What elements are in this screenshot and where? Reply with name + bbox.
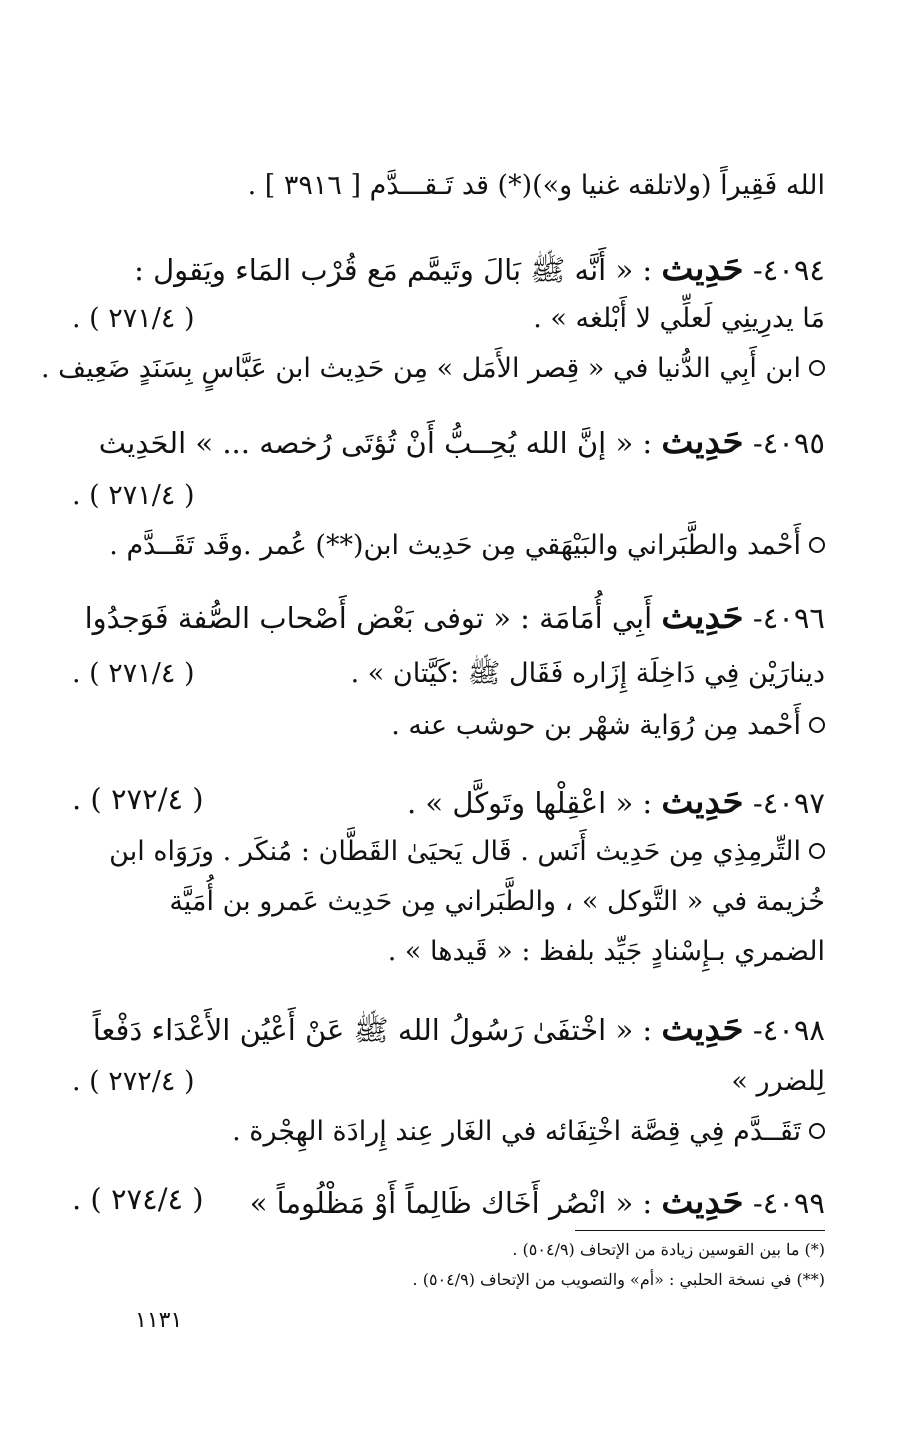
hadith-text: أَبِي أُمَامَة : « توفى بَعْض أَصْحاب الصُّفة فَوَجدُوا: [84, 601, 653, 635]
intro-line: الله فَقِيراً (ولاتلقه غنيا و»)(*) قد تَـقـــدَّم [ ٣٩١٦ ] .: [247, 170, 825, 201]
hadith-keyword: حَدِيث: [661, 1009, 744, 1049]
hadith-4095-note: [72, 532, 825, 559]
hadith-4098-heading: [72, 1009, 825, 1049]
hadith-4097-note-line3: [72, 938, 825, 965]
hadith-reference: ( ٢٧١/٤ ) .: [72, 303, 195, 334]
hadith-number: ٤٠٩٥-: [752, 426, 825, 460]
hadith-number: ٤٠٩٨-: [752, 1013, 825, 1047]
hadith-4096-line2: [72, 660, 825, 687]
note-circle-icon: [809, 1123, 825, 1139]
note-circle-icon: [809, 843, 825, 859]
note-text: تَقَــدَّم فِي قِصَّة اخْتِفَائه في الغَار عِند إِرادَة الهِجْرة .: [232, 1116, 801, 1147]
footnote-divider: [575, 1230, 825, 1231]
footnote-2: (**) في نسخة الحلبي : «أم» والتصويب من الإتحاف (٥٠٤/٩) .: [412, 1270, 825, 1289]
hadith-4094-heading: [72, 249, 825, 289]
hadith-4098-note: [72, 1118, 825, 1145]
hadith-keyword: حَدِيث: [661, 422, 744, 462]
note-text: ابن أَبِي الدُّنيا في « قِصر الأَمَل » مِن حَدِيث ابن عَبَّاسٍ بِسَنَدٍ ضَعِيف .: [41, 353, 801, 384]
hadith-number: ٤٠٩٧-: [752, 786, 825, 820]
hadith-4094-line2: [72, 305, 825, 332]
hadith-4098-line2: [72, 1068, 825, 1095]
hadith-number: ٤٠٩٤-: [752, 253, 825, 287]
hadith-keyword: حَدِيث: [661, 597, 744, 637]
hadith-4097-note-line1: [72, 838, 825, 865]
note-circle-icon: [809, 717, 825, 733]
hadith-text: : « اعْقِلْها وتَوكَّل » .: [406, 786, 653, 820]
footnote-1: (*) ما بين القوسين زيادة من الإتحاف (٥٠٤/٩) .: [512, 1240, 825, 1259]
note-text: التِّرمِذِي مِن حَدِيث أَنَس . قَال يَحيَىٰ القَطَّان : مُنكَر . ورَوَاه ابن: [109, 836, 801, 867]
hadith-4094-note: [41, 353, 825, 384]
hadith-reference: ( ٢٧١/٤ ) .: [72, 658, 195, 689]
hadith-4099-heading: [72, 1182, 825, 1222]
hadith-4095-heading: [72, 422, 825, 462]
hadith-number: ٤٠٩٦-: [752, 601, 825, 635]
hadith-text-cont: مَا يدرِينِي لَعلِّي لا أَبْلغه » .: [533, 303, 825, 334]
hadith-keyword: حَدِيث: [661, 249, 744, 289]
hadith-4096-heading: [72, 597, 825, 637]
hadith-keyword: حَدِيث: [661, 1182, 744, 1222]
hadith-reference: ( ٢٧٤/٤ ) .: [72, 1182, 204, 1216]
hadith-4096-note: [72, 712, 825, 739]
hadith-reference: ( ٢٧١/٤ ) .: [72, 480, 195, 511]
page-number: ١١٣١: [135, 1308, 183, 1333]
hadith-text: : « انْصُر أَخَاك ظَالِماً أَوْ مَظْلُوماً »: [249, 1186, 653, 1220]
hadith-text: : « أَنَّه ﷺ بَالَ وتَيمَّم مَع قُرْب المَاء ويَقول :: [134, 253, 653, 287]
hadith-4097-note-line2: [72, 888, 825, 915]
note-text-cont: خُزيمة في « التَّوكل » ، والطَّبَراني مِن حَدِيث عَمرو بن أُمَيَّة: [169, 886, 825, 917]
note-text: أَحْمد مِن رُوَاية شهْر بن حوشب عنه .: [391, 710, 801, 741]
hadith-text: : « اخْتفَىٰ رَسُولُ الله ﷺ عَنْ أَعْيُن الأَعْدَاء دَفْعاً: [92, 1013, 653, 1047]
hadith-number: ٤٠٩٩-: [752, 1186, 825, 1220]
hadith-text-cont: دينارَيْن فِي دَاخِلَة إِزَاره فَقَال ﷺ :كَيَّتان » .: [350, 658, 825, 689]
hadith-text-cont: لِلضرر »: [731, 1066, 825, 1097]
hadith-reference: ( ٢٧٢/٤ ) .: [72, 1066, 195, 1097]
hadith-4097-heading: [72, 782, 825, 822]
note-text: أَحْمد والطَّبَراني والبَيْهَقي مِن حَدِيث ابن(**) عُمر .وقَد تَقَــدَّم .: [109, 530, 801, 561]
note-circle-icon: [809, 360, 825, 376]
hadith-keyword: حَدِيث: [661, 782, 744, 822]
hadith-reference: ( ٢٧٢/٤ ) .: [72, 782, 204, 816]
note-circle-icon: [809, 537, 825, 553]
hadith-text: : « إنَّ الله يُحِــبُّ أَنْ تُؤتَى رُخصه ... » الحَدِيث: [98, 426, 653, 460]
note-text-cont: الضمري بـإِسْنادٍ جَيِّد بلفظ : « قَيدها » .: [387, 936, 825, 967]
